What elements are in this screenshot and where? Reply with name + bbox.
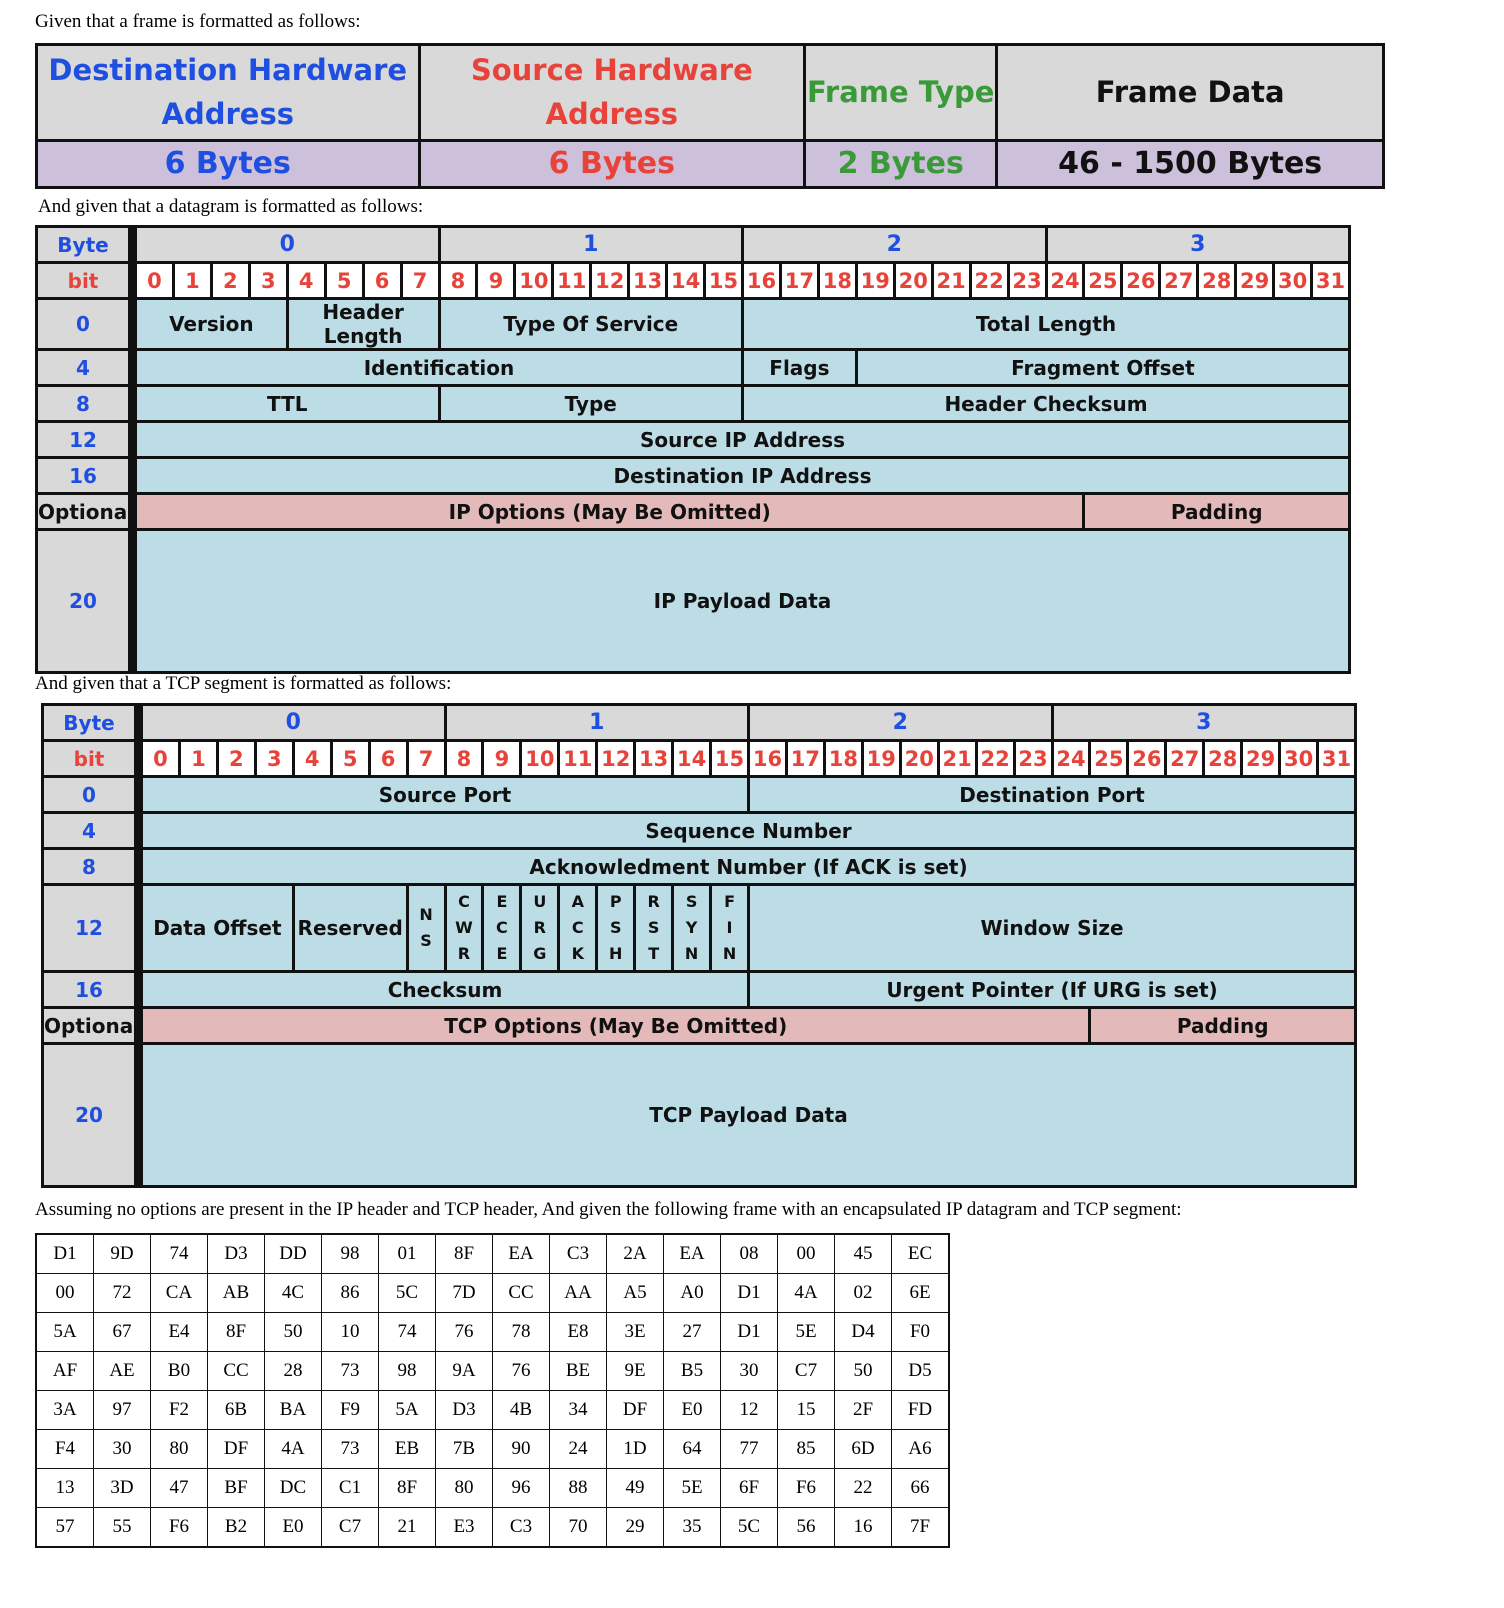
hex-cell: DF: [208, 1430, 265, 1469]
ip-bit-9: 9: [475, 261, 513, 297]
hex-row: [36, 1391, 949, 1430]
tcp-bit-30: 30: [1278, 739, 1316, 775]
hex-cell: 35: [664, 1508, 721, 1548]
tcp-field-urgent-pointer-if-urg-is-set: Urgent Pointer (If URG is set): [747, 970, 1354, 1006]
tcp-byte-col-2: 2: [747, 706, 1051, 739]
hex-cell: E8: [550, 1313, 607, 1352]
hex-cell: 02: [835, 1274, 892, 1313]
ip-bit-22: 22: [969, 261, 1007, 297]
hex-row: [36, 1508, 949, 1548]
tcp-bit-11: 11: [557, 739, 595, 775]
hex-cell: 00: [36, 1274, 94, 1313]
tcp-field-tcp-payload-data: TCP Payload Data: [140, 1042, 1354, 1185]
ip-bit-18: 18: [817, 261, 855, 297]
hex-cell: 15: [778, 1391, 835, 1430]
hex-cell: 5E: [778, 1313, 835, 1352]
tcp-field-acknowledment-number-if-ack-is-set: Acknowledment Number (If ACK is set): [140, 847, 1354, 883]
tcp-bit-16: 16: [747, 739, 785, 775]
tcp-bit-5: 5: [330, 739, 368, 775]
hex-cell: 8F: [436, 1234, 493, 1274]
hex-cell: E4: [151, 1313, 208, 1352]
ip-byte-col-2: 2: [741, 228, 1045, 261]
ip-field-fragment-offset: Fragment Offset: [855, 348, 1348, 384]
ip-bit-25: 25: [1082, 261, 1120, 297]
ip-bit-10: 10: [513, 261, 551, 297]
hex-cell: AF: [36, 1352, 94, 1391]
hex-cell: 70: [550, 1508, 607, 1548]
hex-cell: 85: [778, 1430, 835, 1469]
hex-cell: CC: [493, 1274, 550, 1313]
tcp-bit-12: 12: [595, 739, 633, 775]
hex-cell: 80: [436, 1469, 493, 1508]
frame-format-table: [35, 43, 1385, 189]
hex-cell: 8F: [208, 1313, 265, 1352]
hex-cell: 6B: [208, 1391, 265, 1430]
hex-cell: 76: [493, 1352, 550, 1391]
tcp-bit-22: 22: [975, 739, 1013, 775]
hex-cell: 4A: [778, 1274, 835, 1313]
ip-bit-20: 20: [893, 261, 931, 297]
hex-cell: 55: [94, 1508, 151, 1548]
hex-cell: C1: [322, 1469, 379, 1508]
hex-row: [36, 1352, 949, 1391]
hex-cell: 3A: [36, 1391, 94, 1430]
hex-cell: 98: [322, 1234, 379, 1274]
hex-cell: 80: [151, 1430, 208, 1469]
ip-bit-14: 14: [665, 261, 703, 297]
hex-cell: 4C: [265, 1274, 322, 1313]
ip-field-total-length: Total Length: [741, 297, 1348, 348]
tcp-field-a-c-k: A C K: [557, 883, 595, 970]
hex-cell: C7: [778, 1352, 835, 1391]
frame-data-size: 46 - 1500 Bytes: [997, 140, 1384, 187]
tcp-bit-7: 7: [406, 739, 444, 775]
hex-cell: 24: [550, 1430, 607, 1469]
hex-cell: 30: [94, 1430, 151, 1469]
hex-cell: 4B: [493, 1391, 550, 1430]
hex-row: [36, 1313, 949, 1352]
tcp-row-label-12: 12: [44, 883, 140, 970]
hex-cell: 50: [835, 1352, 892, 1391]
hex-cell: 3D: [94, 1469, 151, 1508]
tcp-row-label-8: 8: [44, 847, 140, 883]
tcp-bit-23: 23: [1013, 739, 1051, 775]
hex-cell: BA: [265, 1391, 322, 1430]
ip-bit-19: 19: [855, 261, 893, 297]
tcp-field-reserved: Reserved: [292, 883, 406, 970]
ip-bit-27: 27: [1158, 261, 1196, 297]
hex-cell: 22: [835, 1469, 892, 1508]
tcp-field-destination-port: Destination Port: [747, 775, 1354, 811]
tcp-bit-25: 25: [1088, 739, 1126, 775]
ip-bit-21: 21: [931, 261, 969, 297]
hex-cell: 72: [94, 1274, 151, 1313]
hex-cell: AE: [94, 1352, 151, 1391]
hex-dump-table: [35, 1233, 950, 1548]
hex-cell: AB: [208, 1274, 265, 1313]
hex-row: [36, 1234, 949, 1274]
tcp-bit-31: 31: [1316, 739, 1354, 775]
hex-cell: 50: [265, 1313, 322, 1352]
hex-row: [36, 1430, 949, 1469]
hex-cell: 97: [94, 1391, 151, 1430]
tcp-field-data-offset: Data Offset: [140, 883, 292, 970]
hex-cell: EC: [892, 1234, 950, 1274]
tcp-byte-col-1: 1: [444, 706, 748, 739]
tcp-field-e-c-e: E C E: [481, 883, 519, 970]
hex-cell: 6D: [835, 1430, 892, 1469]
ip-bit-0: 0: [134, 261, 172, 297]
tcp-bit-17: 17: [785, 739, 823, 775]
hex-cell: D1: [721, 1313, 778, 1352]
frame-dest-hw-header: Destination Hardware Address: [37, 45, 420, 141]
ip-row-label-optional: Optional: [38, 492, 134, 528]
hex-cell: C7: [322, 1508, 379, 1548]
hex-cell: 6F: [721, 1469, 778, 1508]
hex-cell: CA: [151, 1274, 208, 1313]
tcp-bit-2: 2: [216, 739, 254, 775]
hex-cell: 12: [721, 1391, 778, 1430]
hex-cell: 5E: [664, 1469, 721, 1508]
ip-bit-28: 28: [1196, 261, 1234, 297]
tcp-bit-29: 29: [1240, 739, 1278, 775]
tcp-field-u-r-g: U R G: [519, 883, 557, 970]
ip-field-type: Type: [438, 384, 742, 420]
hex-cell: EB: [379, 1430, 436, 1469]
tcp-byte-col-0: 0: [140, 706, 444, 739]
hex-cell: C3: [493, 1508, 550, 1548]
ip-bit-11: 11: [551, 261, 589, 297]
frame-data-header: Frame Data: [997, 45, 1384, 141]
ip-bit-label: bit: [38, 261, 134, 297]
hex-cell: 21: [379, 1508, 436, 1548]
hex-cell: D1: [36, 1234, 94, 1274]
ip-bit-15: 15: [703, 261, 741, 297]
hex-cell: F0: [892, 1313, 950, 1352]
hex-cell: 08: [721, 1234, 778, 1274]
hex-cell: F6: [151, 1508, 208, 1548]
hex-cell: E3: [436, 1508, 493, 1548]
ip-field-flags: Flags: [741, 348, 855, 384]
tcp-bit-20: 20: [899, 739, 937, 775]
hex-cell: 57: [36, 1508, 94, 1548]
hex-cell: A0: [664, 1274, 721, 1313]
hex-cell: 74: [151, 1234, 208, 1274]
tcp-bit-0: 0: [140, 739, 178, 775]
ip-bit-26: 26: [1120, 261, 1158, 297]
tcp-bit-15: 15: [709, 739, 747, 775]
tcp-field-p-s-h: P S H: [595, 883, 633, 970]
tcp-grid: [41, 703, 1357, 1188]
hex-cell: 56: [778, 1508, 835, 1548]
hex-row: [36, 1274, 949, 1313]
tcp-field-checksum: Checksum: [140, 970, 747, 1006]
ip-bit-29: 29: [1234, 261, 1272, 297]
ip-bit-5: 5: [324, 261, 362, 297]
ip-bit-3: 3: [248, 261, 286, 297]
hex-cell: 7D: [436, 1274, 493, 1313]
ip-bit-6: 6: [362, 261, 400, 297]
tcp-field-s-y-n: S Y N: [671, 883, 709, 970]
hex-cell: 13: [36, 1469, 94, 1508]
tcp-bit-28: 28: [1202, 739, 1240, 775]
hex-cell: FD: [892, 1391, 950, 1430]
ip-bit-2: 2: [210, 261, 248, 297]
tcp-bit-8: 8: [444, 739, 482, 775]
hex-cell: 30: [721, 1352, 778, 1391]
intro-frame-text: Given that a frame is formatted as follows:: [35, 11, 361, 32]
hex-cell: 78: [493, 1313, 550, 1352]
hex-cell: DC: [265, 1469, 322, 1508]
hex-cell: DD: [265, 1234, 322, 1274]
tcp-row-label-0: 0: [44, 775, 140, 811]
hex-cell: 16: [835, 1508, 892, 1548]
hex-cell: B2: [208, 1508, 265, 1548]
tcp-byte-label: Byte: [44, 706, 140, 739]
hex-cell: DF: [607, 1391, 664, 1430]
ip-grid: [35, 225, 1351, 674]
tcp-bit-26: 26: [1126, 739, 1164, 775]
hex-cell: 28: [265, 1352, 322, 1391]
tcp-field-window-size: Window Size: [747, 883, 1354, 970]
hex-cell: 8F: [379, 1469, 436, 1508]
ip-field-header-length: Header Length: [286, 297, 438, 348]
hex-cell: 7B: [436, 1430, 493, 1469]
tcp-field-f-i-n: F I N: [709, 883, 747, 970]
hex-cell: 5C: [379, 1274, 436, 1313]
hex-cell: 3E: [607, 1313, 664, 1352]
hex-cell: 00: [778, 1234, 835, 1274]
ip-bit-7: 7: [400, 261, 438, 297]
hex-cell: C3: [550, 1234, 607, 1274]
ip-bit-8: 8: [438, 261, 476, 297]
tcp-row-label-16: 16: [44, 970, 140, 1006]
hex-cell: 27: [664, 1313, 721, 1352]
hex-cell: 9D: [94, 1234, 151, 1274]
tcp-bit-label: bit: [44, 739, 140, 775]
hex-cell: F2: [151, 1391, 208, 1430]
hex-cell: EA: [664, 1234, 721, 1274]
tcp-row-label-4: 4: [44, 811, 140, 847]
hex-cell: F9: [322, 1391, 379, 1430]
ip-bit-13: 13: [627, 261, 665, 297]
ip-bit-16: 16: [741, 261, 779, 297]
ip-bit-23: 23: [1007, 261, 1045, 297]
hex-cell: 76: [436, 1313, 493, 1352]
hex-cell: 34: [550, 1391, 607, 1430]
hex-cell: 73: [322, 1352, 379, 1391]
ip-bit-1: 1: [172, 261, 210, 297]
ip-bit-4: 4: [286, 261, 324, 297]
ip-field-header-checksum: Header Checksum: [741, 384, 1348, 420]
tcp-bit-18: 18: [823, 739, 861, 775]
ip-bit-30: 30: [1272, 261, 1310, 297]
hex-cell: 7F: [892, 1508, 950, 1548]
tcp-field-c-w-r: C W R: [444, 883, 482, 970]
intro-hex-text: Assuming no options are present in the IP header and TCP header, And given the following frame with an encapsulated IP datagram and TCP segment:: [35, 1199, 1182, 1220]
hex-cell: 29: [607, 1508, 664, 1548]
hex-cell: 9A: [436, 1352, 493, 1391]
tcp-field-sequence-number: Sequence Number: [140, 811, 1354, 847]
hex-cell: D4: [835, 1313, 892, 1352]
tcp-byte-col-3: 3: [1051, 706, 1355, 739]
tcp-bit-10: 10: [519, 739, 557, 775]
ip-field-type-of-service: Type Of Service: [438, 297, 742, 348]
hex-cell: D5: [892, 1352, 950, 1391]
tcp-bit-24: 24: [1051, 739, 1089, 775]
hex-cell: 5A: [379, 1391, 436, 1430]
hex-cell: CC: [208, 1352, 265, 1391]
tcp-field-r-s-t: R S T: [633, 883, 671, 970]
ip-field-ttl: TTL: [134, 384, 438, 420]
hex-cell: 10: [322, 1313, 379, 1352]
hex-cell: 6E: [892, 1274, 950, 1313]
ip-row-label-0: 0: [38, 297, 134, 348]
tcp-bit-21: 21: [937, 739, 975, 775]
tcp-bit-6: 6: [368, 739, 406, 775]
hex-cell: E0: [265, 1508, 322, 1548]
hex-cell: 86: [322, 1274, 379, 1313]
ip-bit-31: 31: [1310, 261, 1348, 297]
ip-byte-label: Byte: [38, 228, 134, 261]
hex-cell: A6: [892, 1430, 950, 1469]
tcp-bit-27: 27: [1164, 739, 1202, 775]
hex-cell: 88: [550, 1469, 607, 1508]
hex-cell: D1: [721, 1274, 778, 1313]
ip-field-ip-options-may-be-omitted: IP Options (May Be Omitted): [134, 492, 1082, 528]
frame-type-size: 2 Bytes: [805, 140, 997, 187]
tcp-field-n-s: N S: [406, 883, 444, 970]
ip-row-label-20: 20: [38, 528, 134, 671]
hex-cell: 98: [379, 1352, 436, 1391]
tcp-bit-14: 14: [671, 739, 709, 775]
hex-cell: 96: [493, 1469, 550, 1508]
ip-byte-col-0: 0: [134, 228, 438, 261]
tcp-bit-13: 13: [633, 739, 671, 775]
hex-row: [36, 1469, 949, 1508]
frame-src-hw-header: Source Hardware Address: [419, 45, 805, 141]
hex-cell: 66: [892, 1469, 950, 1508]
hex-cell: 77: [721, 1430, 778, 1469]
hex-cell: 2A: [607, 1234, 664, 1274]
hex-cell: BE: [550, 1352, 607, 1391]
frame-type-header: Frame Type: [805, 45, 997, 141]
hex-cell: B0: [151, 1352, 208, 1391]
tcp-field-source-port: Source Port: [140, 775, 747, 811]
hex-cell: D3: [208, 1234, 265, 1274]
hex-cell: 1D: [607, 1430, 664, 1469]
tcp-bit-9: 9: [481, 739, 519, 775]
hex-cell: 5A: [36, 1313, 94, 1352]
ip-bit-12: 12: [589, 261, 627, 297]
hex-cell: 90: [493, 1430, 550, 1469]
ip-byte-col-3: 3: [1045, 228, 1349, 261]
ip-row-label-16: 16: [38, 456, 134, 492]
ip-field-identification: Identification: [134, 348, 741, 384]
ip-field-source-ip-address: Source IP Address: [134, 420, 1348, 456]
hex-cell: 67: [94, 1313, 151, 1352]
intro-tcp-text: And given that a TCP segment is formatted as follows:: [35, 673, 452, 694]
ip-byte-col-1: 1: [438, 228, 742, 261]
hex-cell: 64: [664, 1430, 721, 1469]
hex-cell: EA: [493, 1234, 550, 1274]
hex-cell: 9E: [607, 1352, 664, 1391]
hex-cell: B5: [664, 1352, 721, 1391]
hex-cell: 2F: [835, 1391, 892, 1430]
ip-field-version: Version: [134, 297, 286, 348]
ip-row-label-12: 12: [38, 420, 134, 456]
tcp-bit-1: 1: [178, 739, 216, 775]
ip-field-padding: Padding: [1082, 492, 1348, 528]
hex-cell: BF: [208, 1469, 265, 1508]
ip-field-ip-payload-data: IP Payload Data: [134, 528, 1348, 671]
hex-cell: 49: [607, 1469, 664, 1508]
frame-src-hw-size: 6 Bytes: [419, 140, 805, 187]
hex-cell: 01: [379, 1234, 436, 1274]
tcp-bit-19: 19: [861, 739, 899, 775]
hex-cell: D3: [436, 1391, 493, 1430]
intro-ip-text: And given that a datagram is formatted as follows:: [38, 196, 424, 217]
hex-cell: 45: [835, 1234, 892, 1274]
ip-bit-17: 17: [779, 261, 817, 297]
hex-cell: 74: [379, 1313, 436, 1352]
tcp-row-label-optional: Optional: [44, 1006, 140, 1042]
hex-cell: 5C: [721, 1508, 778, 1548]
ip-row-label-8: 8: [38, 384, 134, 420]
tcp-field-padding: Padding: [1088, 1006, 1354, 1042]
hex-cell: F4: [36, 1430, 94, 1469]
tcp-bit-4: 4: [292, 739, 330, 775]
tcp-field-tcp-options-may-be-omitted: TCP Options (May Be Omitted): [140, 1006, 1088, 1042]
hex-cell: E0: [664, 1391, 721, 1430]
tcp-bit-3: 3: [254, 739, 292, 775]
hex-cell: A5: [607, 1274, 664, 1313]
hex-cell: AA: [550, 1274, 607, 1313]
hex-cell: 47: [151, 1469, 208, 1508]
ip-row-label-4: 4: [38, 348, 134, 384]
hex-cell: 4A: [265, 1430, 322, 1469]
hex-cell: 73: [322, 1430, 379, 1469]
ip-field-destination-ip-address: Destination IP Address: [134, 456, 1348, 492]
ip-bit-24: 24: [1045, 261, 1083, 297]
frame-dest-hw-size: 6 Bytes: [37, 140, 420, 187]
tcp-row-label-20: 20: [44, 1042, 140, 1185]
hex-cell: F6: [778, 1469, 835, 1508]
